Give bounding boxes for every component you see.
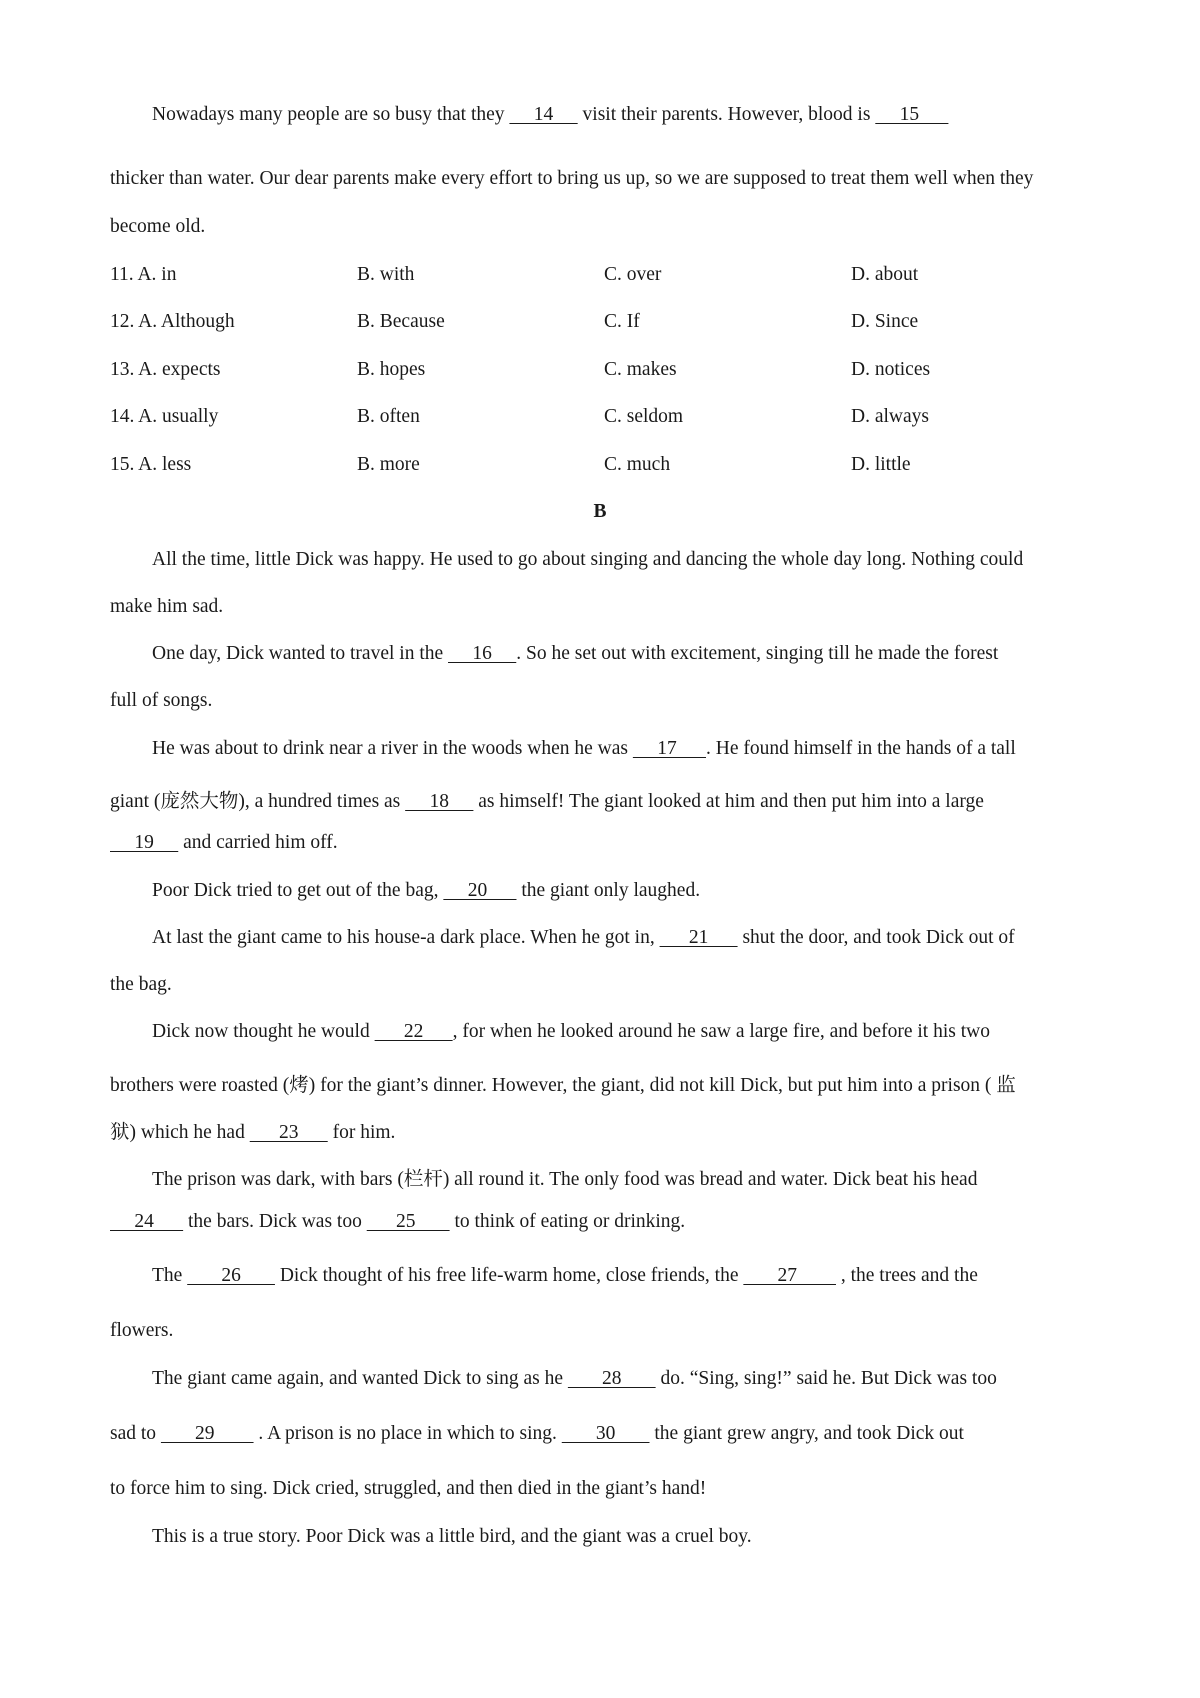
option-c: C. makes	[604, 359, 677, 380]
text-run: visit their parents. However, blood is	[577, 104, 876, 125]
blank-28[interactable]: 28	[567, 1368, 656, 1389]
text-run: Poor Dick tried to get out of the bag,	[152, 880, 444, 901]
blank-17[interactable]: 17	[632, 738, 706, 759]
blank-21[interactable]: 21	[659, 927, 738, 948]
option-c: C. over	[604, 264, 662, 285]
text-run: the giant grew angry, and took Dick out	[649, 1423, 964, 1444]
blank-25[interactable]: 25	[366, 1211, 450, 1232]
text-run: The giant came again, and wanted Dick to sing as he	[152, 1368, 568, 1389]
option-a: 11. A. in	[110, 264, 177, 285]
option-d: D. always	[851, 406, 929, 427]
text-run: He was about to drink near a river in the woods when he was	[152, 738, 633, 759]
paragraph-line: flowers.	[110, 1320, 174, 1341]
paragraph-line	[152, 1265, 978, 1287]
paragraph-line	[152, 104, 948, 126]
paragraph-line: thicker than water. Our dear parents make every effort to bring us up, so we are supposed to treat them well when they	[110, 168, 1034, 189]
blank-27[interactable]: 27	[743, 1265, 836, 1286]
text-run: . He found himself in the hands of a tall	[706, 738, 1016, 759]
option-c: C. much	[604, 454, 671, 475]
paragraph-line	[152, 643, 998, 665]
blank-20[interactable]: 20	[443, 880, 517, 901]
text-run: sad to	[110, 1423, 161, 1444]
text-run: 狱) which he had	[110, 1122, 250, 1143]
paragraph-line	[152, 1368, 997, 1390]
text-run: to think of eating or drinking.	[449, 1211, 686, 1232]
text-run: At last the giant came to his house-a dark place. When he got in,	[152, 927, 660, 948]
text-run: Dick now thought he would	[152, 1021, 375, 1042]
blank-16[interactable]: 16	[448, 643, 517, 664]
option-b: B. Because	[357, 311, 445, 332]
text-run: for him.	[327, 1122, 396, 1143]
paragraph-line	[152, 880, 700, 902]
paragraph-line	[152, 927, 1015, 949]
blank-19[interactable]: 19	[110, 832, 179, 853]
blank-26[interactable]: 26	[187, 1265, 275, 1286]
option-a: 12. A. Although	[110, 311, 235, 332]
option-d: D. Since	[851, 311, 919, 332]
paragraph-line	[110, 785, 984, 813]
paragraph-line: This is a true story. Poor Dick was a little bird, and the giant was a cruel boy.	[152, 1526, 752, 1547]
paragraph-line	[110, 1211, 685, 1233]
blank-24[interactable]: 24	[110, 1211, 184, 1232]
blank-18[interactable]: 18	[405, 791, 474, 812]
text-run: do. “Sing, sing!” said he. But Dick was too	[655, 1368, 997, 1389]
option-c: C. seldom	[604, 406, 684, 427]
paragraph-line: The prison was dark, with bars (栏杆) all round it. The only food was bread and water. Dick beat his head	[152, 1169, 978, 1190]
paragraph-line: the bag.	[110, 974, 172, 995]
text-run: , the trees and the	[835, 1265, 978, 1286]
paragraph-line: to force him to sing. Dick cried, struggled, and then died in the giant’s hand!	[110, 1478, 707, 1499]
text-run: and carried him off.	[178, 832, 338, 853]
text-run: giant (庞然大物), a hundred times as	[110, 791, 406, 812]
paragraph-line: make him sad.	[110, 596, 224, 617]
text-run: . So he set out with excitement, singing till he made the forest	[516, 643, 999, 664]
option-b: B. hopes	[357, 359, 426, 380]
paragraph-line	[152, 738, 1016, 760]
option-a: 15. A. less	[110, 454, 192, 475]
text-run: One day, Dick wanted to travel in the	[152, 643, 449, 664]
text-run: , for when he looked around he saw a large fire, and before it his two	[452, 1021, 990, 1042]
section-title: B	[593, 501, 607, 522]
option-d: D. little	[851, 454, 911, 475]
text-run: Nowadays many people are so busy that they	[152, 104, 510, 125]
option-b: B. with	[357, 264, 415, 285]
option-a: 13. A. expects	[110, 359, 221, 380]
text-run: shut the door, and took Dick out of	[737, 927, 1015, 948]
option-c: C. If	[604, 311, 640, 332]
option-b: B. often	[357, 406, 420, 427]
text-run: Dick thought of his free life-warm home, close friends, the	[274, 1265, 744, 1286]
blank-23[interactable]: 23	[249, 1122, 328, 1143]
paragraph-line	[110, 832, 338, 854]
blank-22[interactable]: 22	[374, 1021, 453, 1042]
blank-14[interactable]: 14	[509, 104, 578, 125]
paragraph-line	[152, 1021, 990, 1043]
blank-15[interactable]: 15	[875, 104, 949, 125]
paragraph-line	[110, 1423, 964, 1445]
option-d: D. notices	[851, 359, 931, 380]
option-b: B. more	[357, 454, 420, 475]
paragraph-line: brothers were roasted (烤) for the giant’s dinner. However, the giant, did not kill Dick, but put him into a prison ( 监	[110, 1075, 1016, 1096]
text-run: the giant only laughed.	[516, 880, 701, 901]
text-run: The	[152, 1265, 188, 1286]
option-a: 14. A. usually	[110, 406, 219, 427]
text-run: . A prison is no place in which to sing.	[253, 1423, 562, 1444]
text-run: as himself! The giant looked at him and then put him into a large	[473, 791, 984, 812]
blank-29[interactable]: 29	[160, 1423, 254, 1444]
paragraph-line: become old.	[110, 216, 206, 237]
text-run: the bars. Dick was too	[183, 1211, 367, 1232]
paragraph-line: full of songs.	[110, 690, 213, 711]
option-d: D. about	[851, 264, 919, 285]
paragraph-line: All the time, little Dick was happy. He used to go about singing and dancing the whole day long. Nothing could	[152, 549, 1024, 570]
paragraph-line	[110, 1116, 395, 1144]
blank-30[interactable]: 30	[561, 1423, 650, 1444]
